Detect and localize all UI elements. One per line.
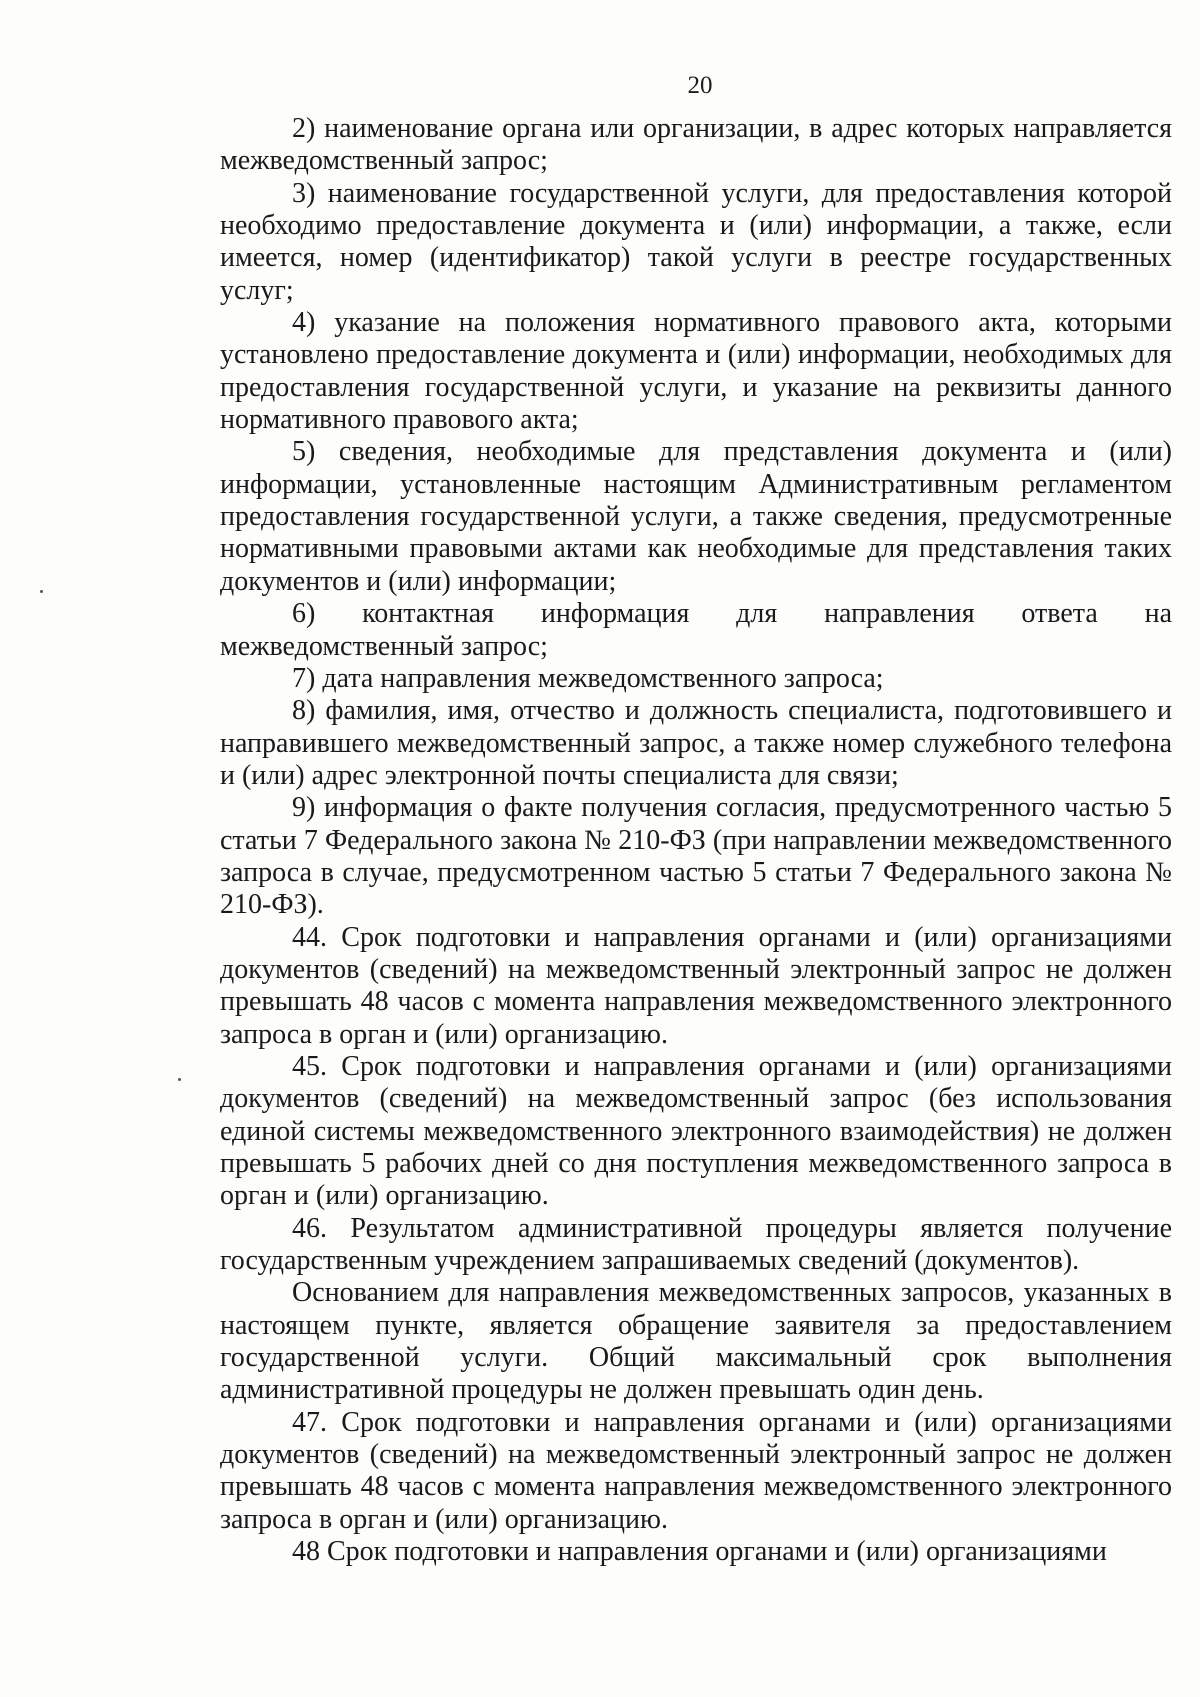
paragraph-item-2: 2) наименование органа или организации, в адрес которых направляется межведомственный запрос; [220,113,1172,177]
paragraph-item-7: 7) дата направления межведомственного запроса; [292,662,884,694]
paragraph-44: 44. Срок подготовки и направления органами и (или) организациями документов (сведений) на межведомственный электронный запрос не должен превышать 48 часов с момента направления межведомственного электронного запроса в орган и (или) организацию. [220,921,1172,1050]
paragraph-46: 46. Результатом административной процедуры является получение государственным учреждением запрашиваемых сведений (документов). [220,1212,1172,1277]
paragraph-item-9: 9) информация о факте получения согласия, предусмотренного частью 5 статьи 7 Федерального закона № 210-ФЗ (при направлении межведомственного запроса в случае, предусмотренном частью 5 статьи 7 Федерального закона № 210-ФЗ). [220,792,1172,921]
paragraph-item-4: 4) указание на положения нормативного правового акта, которыми установлено предоставление документа и (или) информации, необходимых для предоставления государственной услуги, и указание на реквизиты данного нормативного правового акта; [220,307,1172,436]
paragraph-45: 45. Срок подготовки и направления органами и (или) организациями документов (сведений) на межведомственный запрос (без использования единой системы межведомственного электронного взаимодействия) не должен превышать 5 рабочих дней со дня поступления межведомственного запроса в орган и (или) организацию. [220,1050,1172,1212]
paragraph-item-5: 5) сведения, необходимые для представления документа и (или) информации, установленные настоящим Административным регламентом предоставления государственной услуги, а также сведения, предусмотренные нормативными правовыми актами как необходимые для представления таких документов и (или) информации; [220,436,1172,597]
paragraph-item-6: 6) контактная информация для направления ответа на межведомственный запрос; [220,598,1172,662]
page-number: 20 [687,72,713,99]
document-body [220,113,1172,1568]
scan-speck [178,1078,181,1081]
paragraph-item-8: 8) фамилия, имя, отчество и должность специалиста, подготовившего и направившего межведомственный запрос, а также номер служебного телефона и (или) адрес электронной почты специалиста для связи; [220,695,1172,791]
paragraph-item-3: 3) наименование государственной услуги, для предоставления которой необходимо предоставление документа и (или) информации, а также, если имеется, номер (идентификатор) такой услуги в реестре государственных услуг; [220,177,1172,306]
paragraph-46-basis: Основанием для направления межведомственных запросов, указанных в настоящем пункте, является обращение заявителя за предоставлением государственной услуги. Общий максимальный срок выполнения административной процедуры не должен превышать один день. [220,1277,1172,1406]
paragraph-47: 47. Срок подготовки и направления органами и (или) организациями документов (сведений) на межведомственный электронный запрос не должен превышать 48 часов с момента направления межведомственного электронного запроса в орган и (или) организацию. [220,1406,1172,1535]
paragraph-48: 48 Срок подготовки и направления органами и (или) организациями [292,1536,1107,1568]
scan-speck [40,590,43,593]
